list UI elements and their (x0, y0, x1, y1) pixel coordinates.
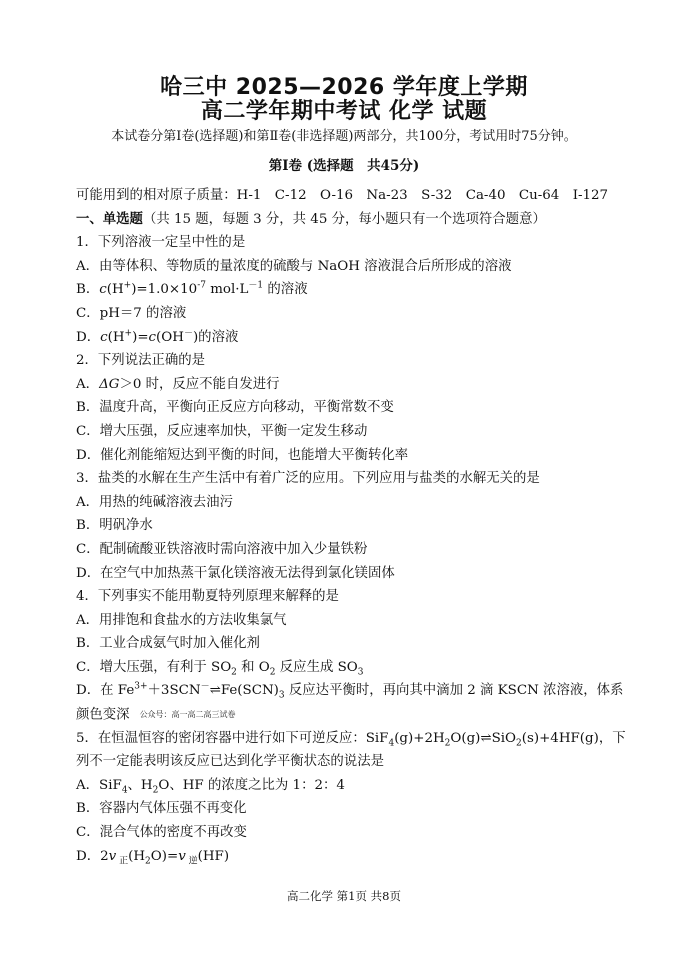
page-footer: 高二化学 第1页 共8页 (287, 889, 401, 903)
q5-option-b: B．容器内气体压强不再变化 (76, 801, 247, 817)
q1-option-c: C．pH＝7 的溶液 (76, 305, 187, 321)
q5-stem: 5．在恒温恒容的密闭容器中进行如下可逆反应：$SiF_4(g)+2H_2O(g)\rightleftharpoons SiO_2(s)+4HF(g)$，下 (76, 730, 626, 749)
q3-stem: 3．盐类的水解在生产生活中有着广泛的应用。下列应用与盐类的水解无关的是 (76, 471, 540, 487)
exam-title-line2: 高二学年期中考试 化学 试题 (200, 99, 488, 124)
q2-option-c: C．增大压强，反应速率加快，平衡一定发生移动 (76, 423, 368, 439)
exam-intro: 本试卷分第Ⅰ卷(选择题)和第Ⅱ卷(非选择题)两部分，共100分，考试用时75分钟。 (111, 129, 577, 144)
part-heading-note: （共 15 题，每题 3 分，共 45 分，每小题只有一个选项符合题意） (142, 211, 546, 227)
watermark-text: 公众号：高一高二高三试卷 (139, 710, 236, 720)
part-heading (76, 208, 620, 232)
q2-option-a: A．ΔG＞0 时，反应不能自发进行 (76, 376, 280, 392)
atomic-masses: 可能用到的相对原子质量：H-1 C-12 O-16 Na-23 S-32 Ca-40 Cu-64 I-127 (76, 188, 609, 203)
q1-option-b: B．$c(H^+)=1.0\times 10^{-7}$ $mol\cdot L^{-1}$ 的溶液 (76, 280, 308, 298)
q1-option-a: A．由等体积、等物质的量浓度的硫酸与 NaOH 溶液混合后所形成的溶液 (76, 258, 512, 274)
part-heading-label: 一、单选题 (76, 211, 143, 227)
q5-option-c: C．混合气体的密度不再改变 (76, 825, 247, 841)
q1-option-d: D．c(H+)=c(OH－)的溶液 (76, 328, 239, 345)
q1-stem: 1．下列溶液一定呈中性的是 (76, 235, 246, 251)
section-title: 第Ⅰ卷 (选择题 共45分) (268, 158, 420, 174)
q3-option-d: D．在空气中加热蒸干氯化镁溶液无法得到氯化镁固体 (76, 565, 395, 581)
exam-body (76, 184, 626, 868)
q5-option-a: A．SiF$_4$、$H_2O$、HF 的浓度之比为 1：2：4 (76, 777, 345, 796)
q4-option-d: D．在 $Fe^{3+}+3SCN^-\rightleftharpoons Fe(SCN)_3$ 反应达平衡时，再向其中滴加 2 滴 KSCN 浓溶液，体系 (76, 682, 624, 702)
q3-option-c: C．配制硫酸亚铁溶液时需向溶液中加入少量铁粉 (76, 541, 368, 557)
q2-option-b: B．温度升高，平衡向正反应方向移动，平衡常数不变 (76, 400, 394, 416)
q4-option-d-cont: 颜色变深 公众号：高一高二高三试卷 (76, 707, 236, 723)
exam-title-line1: 哈三中 2025—2026 学年度上学期 (160, 75, 528, 100)
q5-stem-cont: 列不一定能表明该反应已达到化学平衡状态的说法是 (76, 754, 384, 770)
q3-option-b: B．明矾净水 (76, 518, 153, 534)
q4-option-c: C．增大压强，有利于 $SO_2$ 和 $O_2$ 反应生成 $SO_3$ (76, 659, 364, 678)
q2-option-d: D．催化剂能缩短达到平衡的时间，也能增大平衡转化率 (76, 447, 409, 463)
q4-option-a: A．用排饱和食盐水的方法收集氯气 (76, 612, 287, 628)
q4-option-b: B．工业合成氨气时加入催化剂 (76, 636, 260, 652)
q4-stem: 4．下列事实不能用勒夏特列原理来解释的是 (76, 589, 339, 605)
q2-stem: 2．下列说法正确的是 (76, 353, 206, 369)
q3-option-a: A．用热的纯碱溶液去油污 (76, 494, 233, 510)
q5-option-d: D．2v $_正(H_2O)=v$ $_逆$(HF) (76, 848, 230, 867)
